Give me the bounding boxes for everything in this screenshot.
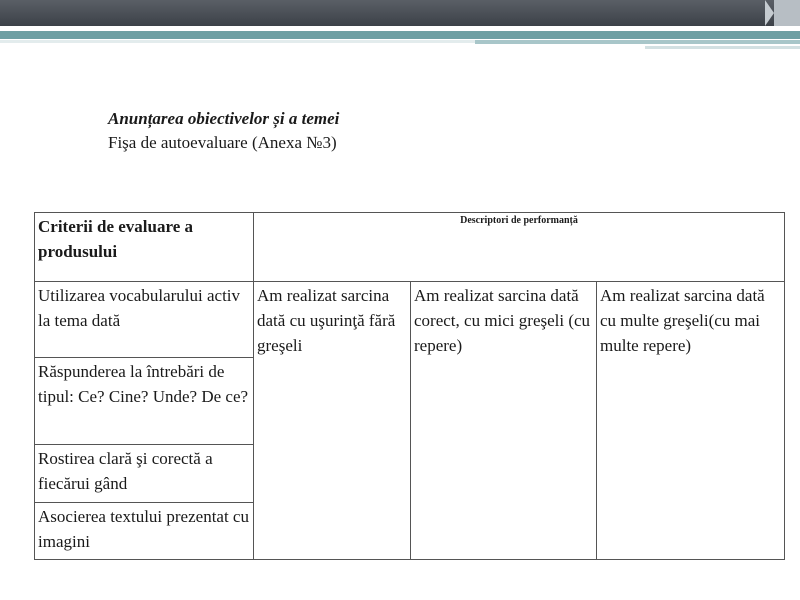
slide-subtitle: Fişa de autoevaluare (Anexa №3) [108, 133, 337, 152]
descriptor-cell-small-errors: Am realizat sarcina dată corect, cu mici greşeli (cu repere) [411, 282, 597, 560]
descriptor-cell-easy: Am realizat sarcina dată cu uşurinţă fără greşeli [254, 282, 411, 560]
header-band [0, 0, 800, 26]
table-row [35, 282, 785, 358]
criterion-cell: Utilizarea vocabularului activ la tema dată [35, 282, 254, 358]
criteria-header: Criterii de evaluare a produsului [35, 213, 254, 282]
table-header-row [35, 213, 785, 282]
evaluation-table [34, 212, 785, 560]
descriptors-header: Descriptori de performanță [254, 213, 785, 282]
header-stripe-mid [475, 40, 800, 44]
criterion-cell: Rostirea clară şi corectă a fiecărui gând [35, 445, 254, 503]
descriptor-cell-many-errors: Am realizat sarcina dată cu multe greşeli(cu mai multe repere) [597, 282, 785, 560]
criterion-cell: Răspunderea la întrebări de tipul: Ce? Cine? Unde? De ce? [35, 358, 254, 445]
slide-title: Anunțarea obiectivelor și a temei [108, 109, 340, 128]
header-arrow-decoration [765, 0, 774, 26]
criterion-cell: Asocierea textului prezentat cu imagini [35, 503, 254, 560]
header-stripe-thin [645, 46, 800, 49]
header-corner-decoration [774, 0, 800, 26]
header-stripe-light [0, 40, 475, 43]
header-stripe [0, 31, 800, 39]
